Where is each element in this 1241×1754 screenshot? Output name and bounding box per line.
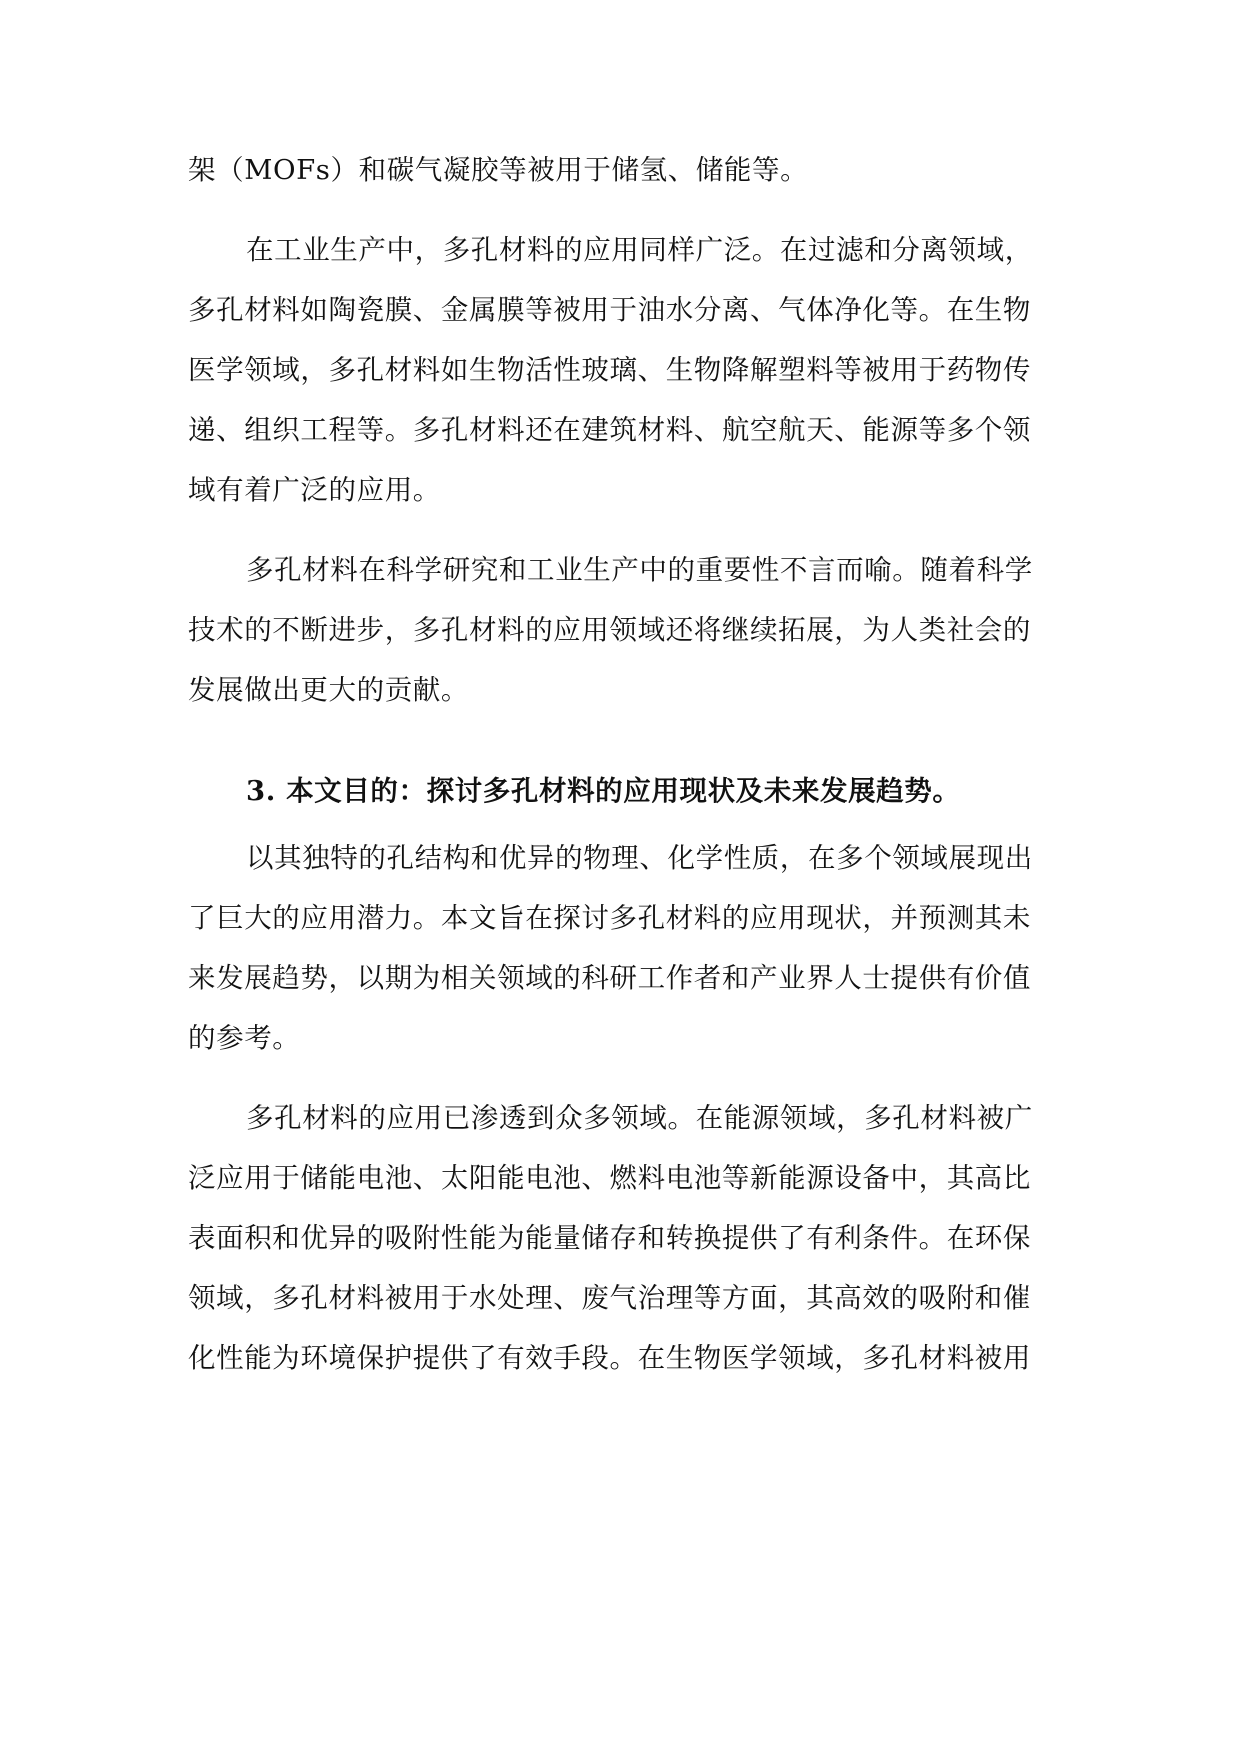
text-line: 递、组织工程等。多孔材料还在建筑材料、航空航天、能源等多个领: [188, 414, 1031, 446]
text-line: 表面积和优异的吸附性能为能量储存和转换提供了有利条件。在环保: [188, 1222, 1031, 1254]
text-line: 技术的不断进步，多孔材料的应用领域还将继续拓展，为人类社会的: [188, 614, 1031, 646]
text-line: 架（MOFs）和碳气凝胶等被用于储氢、储能等。: [188, 154, 809, 186]
paragraph-application-fields: [188, 1088, 1058, 1388]
paragraph-importance: [188, 540, 1058, 720]
document-body: [188, 140, 1058, 1388]
text-line: 在工业生产中，多孔材料的应用同样广泛。在过滤和分离领域，: [246, 234, 1033, 266]
paragraph-purpose: [188, 828, 1058, 1068]
text-line: 多孔材料的应用已渗透到众多领域。在能源领域，多孔材料被广: [246, 1102, 1033, 1134]
text-line: 多孔材料在科学研究和工业生产中的重要性不言而喻。随着科学: [246, 554, 1033, 586]
text-line: 泛应用于储能电池、太阳能电池、燃料电池等新能源设备中，其高比: [188, 1162, 1031, 1194]
text-line: 多孔材料如陶瓷膜、金属膜等被用于油水分离、气体净化等。在生物: [188, 294, 1031, 326]
text-line: 医学领域，多孔材料如生物活性玻璃、生物降解塑料等被用于药物传: [188, 354, 1031, 386]
text-line: 了巨大的应用潜力。本文旨在探讨多孔材料的应用现状，并预测其未: [188, 902, 1031, 934]
paragraph-industrial-applications: [188, 220, 1058, 520]
text-line: 发展做出更大的贡献。: [188, 674, 469, 706]
paragraph-continuation: [188, 140, 1058, 200]
text-line: 来发展趋势，以期为相关领域的科研工作者和产业界人士提供有价值: [188, 962, 1031, 994]
text-line: 以其独特的孔结构和优异的物理、化学性质，在多个领域展现出: [246, 842, 1033, 874]
text-line: 化性能为环境保护提供了有效手段。在生物医学领域，多孔材料被用: [188, 1342, 1031, 1374]
text-line: 域有着广泛的应用。: [188, 474, 441, 506]
text-line: 的参考。: [188, 1022, 301, 1054]
section-heading: 3. 本文目的：探讨多孔材料的应用现状及未来发展趋势。: [246, 775, 961, 807]
text-line: 领域，多孔材料被用于水处理、废气治理等方面，其高效的吸附和催: [188, 1282, 1031, 1314]
